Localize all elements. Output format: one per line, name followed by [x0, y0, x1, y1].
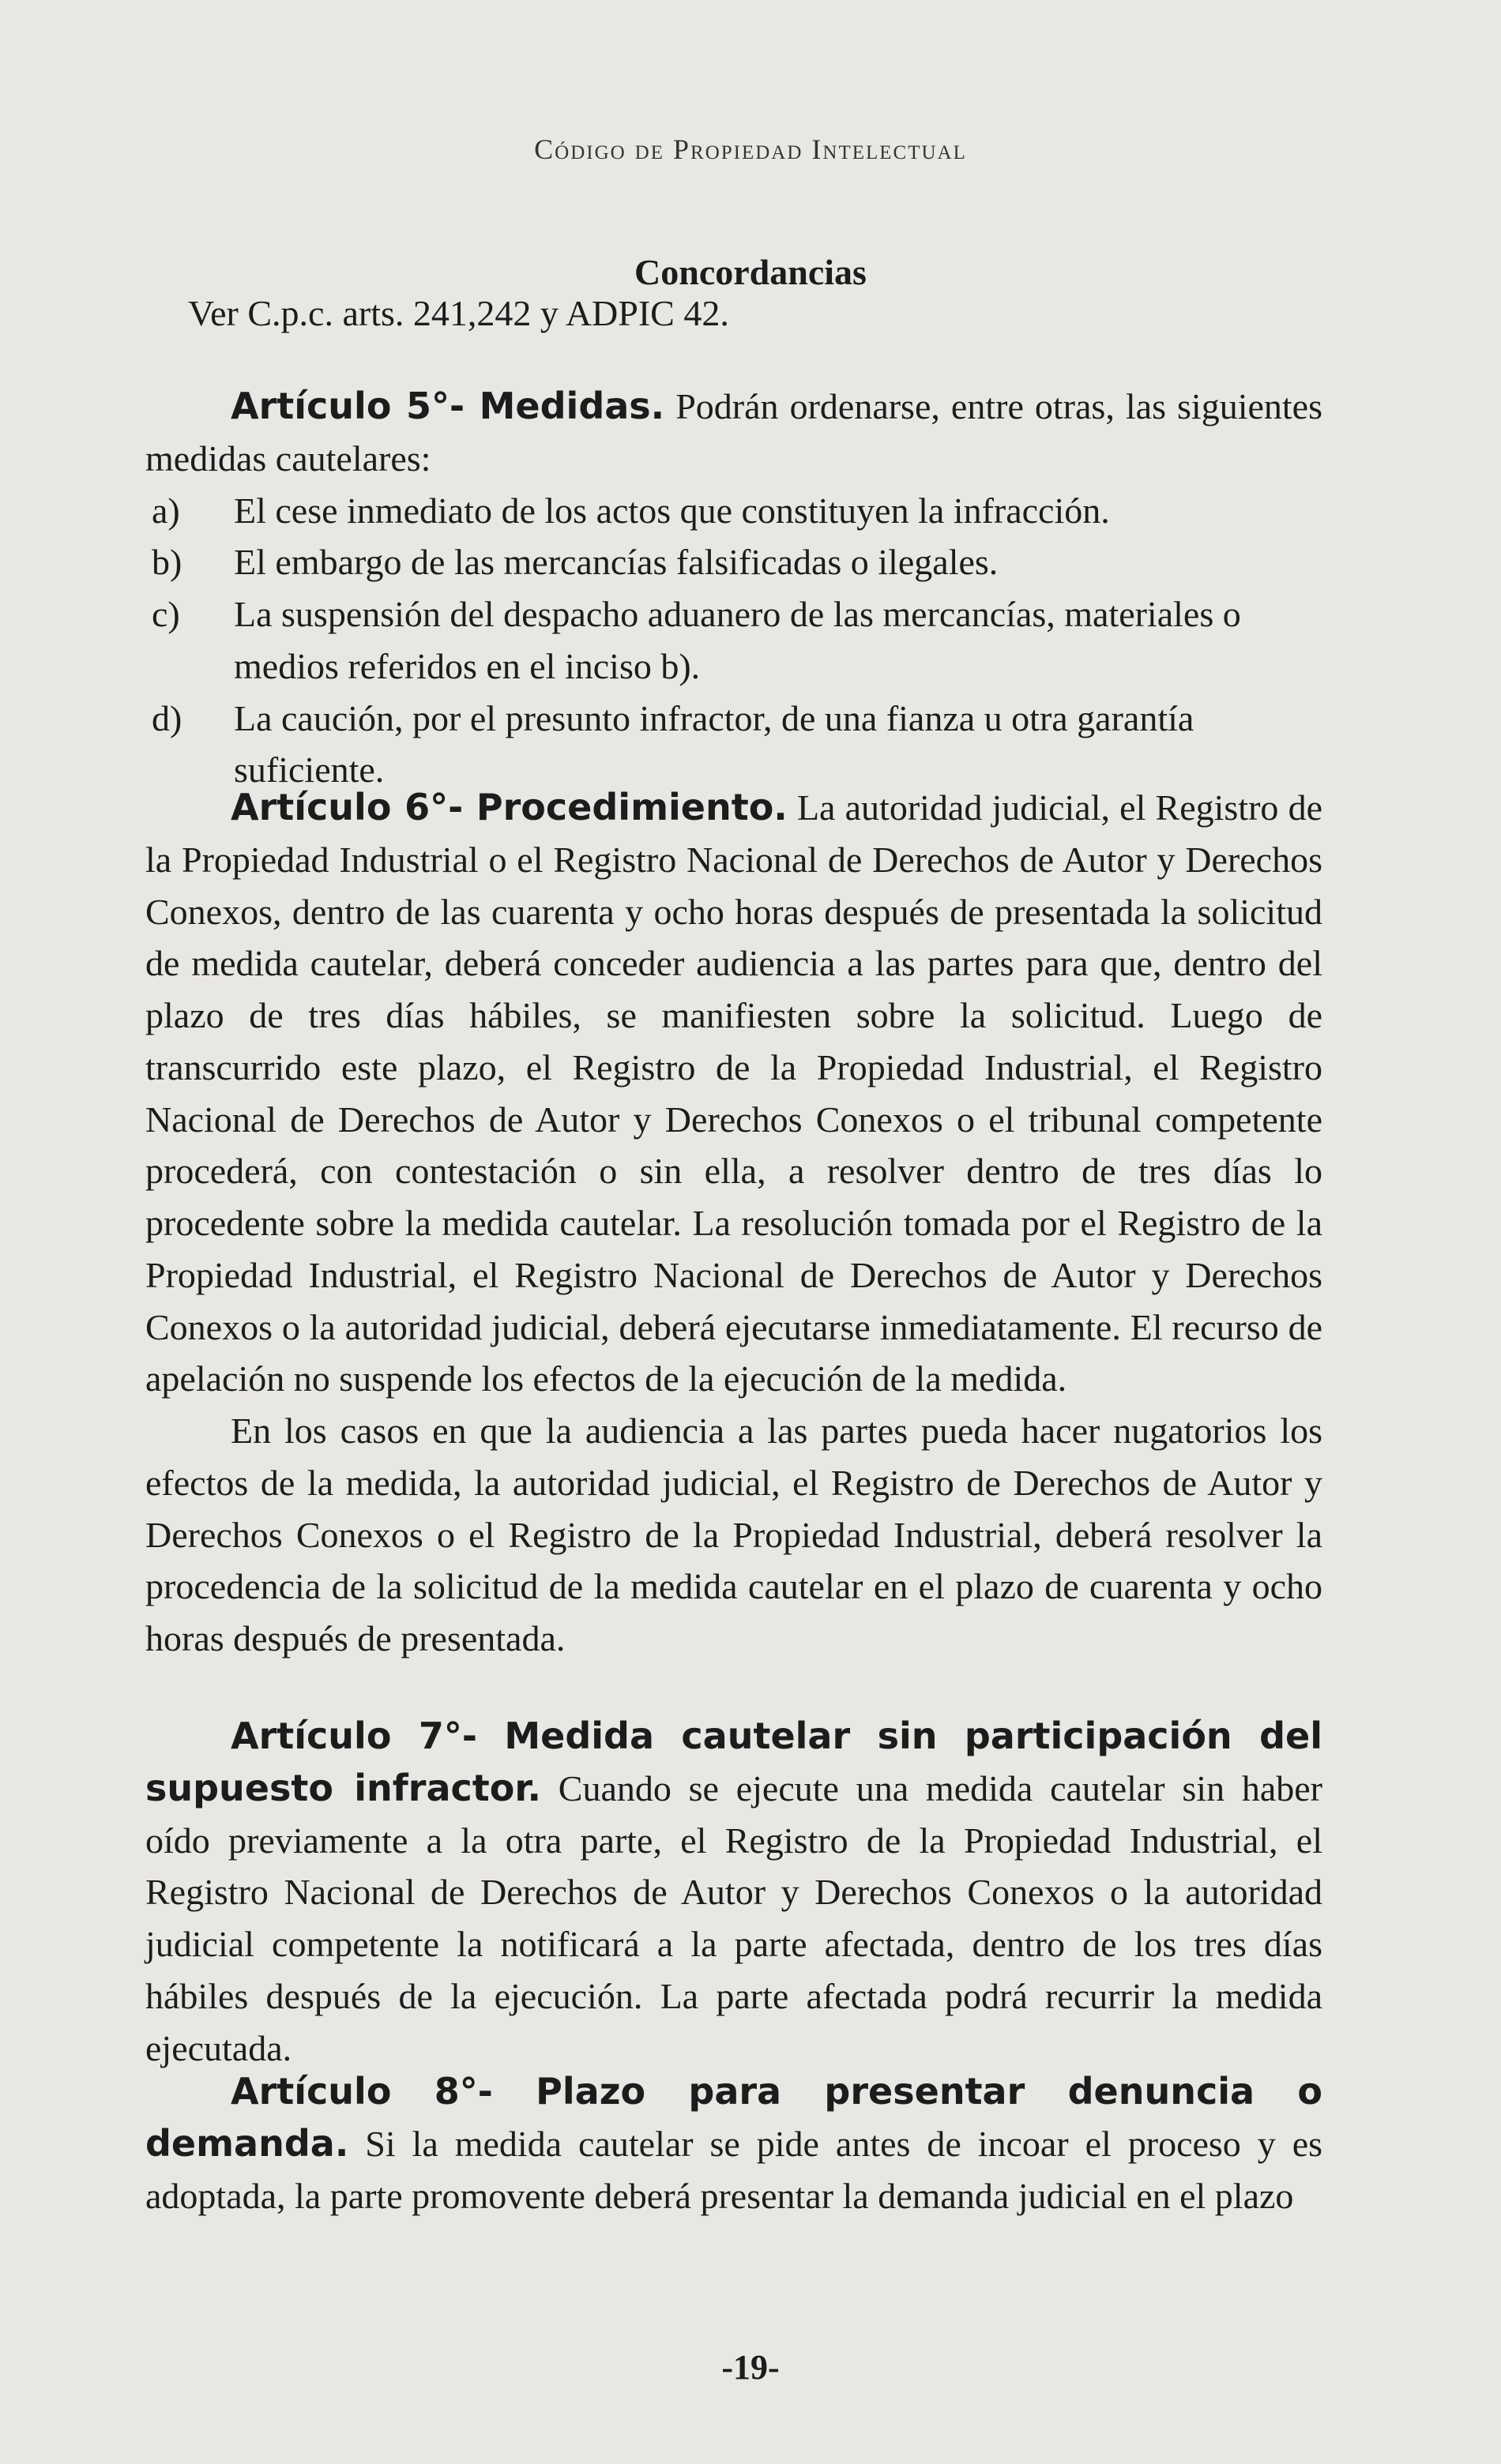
measures-list [145, 485, 1322, 797]
article-6-paragraph-1 [145, 782, 1322, 1405]
concordancias-heading: Concordancias [634, 252, 867, 292]
article-8-heading: Artículo 8°- Plazo para presentar denuncia o demanda. [145, 2070, 1322, 2165]
item-letter: c) [152, 594, 180, 635]
article-7-paragraph [145, 1711, 1322, 2074]
article-6-paragraph-2: En los casos en que la audiencia a las partes pueda hacer nugatorios los efectos de la medida, la autoridad judicial, el Registro de Derechos de Autor y Derechos Conexos o el Registro de la Propiedad Industrial, deberá resolver la procedencia de la solicitud de la medida cautelar en el plazo de cuarenta y ocho horas después de presentada. [145, 1410, 1322, 1659]
article-8 [145, 2066, 1322, 2222]
item-letter: a) [152, 490, 180, 531]
article-5-heading: Artículo 5°- Medidas. [231, 385, 665, 427]
article-5 [145, 381, 1322, 796]
item-text: El embargo de las mercancías falsificadas o ilegales. [234, 542, 999, 583]
article-6-text-1: La autoridad judicial, el Registro de la Propiedad Industrial o el Registro Nacional de Derechos de Autor y Derechos Conexos, dentro de las cuarenta y ocho horas después de presentada la solicitud de medida cautelar, deberá conceder audiencia a las partes para que, dentro del plazo de tres días hábiles, se manifiesten sobre la solicitud. Luego de transcurrido este plazo, el Registro de la Propiedad Industrial, el Registro Nacional de Derechos de Autor y Derechos Conexos o el tribunal competente procederá, con contestación o sin ella, a resolver dentro de tres días lo procedente sobre la medida cautelar. La resolución tomada por el Registro de la Propiedad Industrial, el Registro Nacional de Derechos de Autor y Derechos Conexos o la autoridad judicial, deberá ejecutarse inmediatamente. El recurso de apelación no suspende los efectos de la ejecución de la medida. [145, 787, 1322, 1399]
item-text: La suspensión del despacho aduanero de las mercancías, materiales o medios referidos en el inciso b). [234, 594, 1241, 686]
list-item [145, 536, 1322, 588]
item-letter: d) [152, 697, 182, 738]
page-number: -19- [721, 2348, 780, 2387]
article-7-text: Cuando se ejecute una medida cautelar sin haber oído previamente a la otra parte, el Registro de la Propiedad Industrial, el Registro Nacional de Derechos de Autor y Derechos Conexos o la autoridad judicial competente la notificará a la parte afectada, dentro de los tres días hábiles después de la ejecución. La parte afectada podrá recurrir la medida ejecutada. [145, 1767, 1322, 2068]
list-item [145, 693, 1322, 797]
article-6 [145, 782, 1322, 1665]
concordancias-text: Ver C.p.c. arts. 241,242 y ADPIC 42. [188, 293, 729, 333]
item-text: La caución, por el presunto infractor, de una fianza u otra garantía suficiente. [234, 697, 1194, 791]
item-text: El cese inmediato de los actos que constituyen la infracción. [234, 490, 1110, 531]
article-6-heading: Artículo 6°- Procedimiento. [231, 786, 788, 828]
article-5-intro: Podrán ordenarse, entre otras, las siguientes medidas cautelares: [145, 386, 1322, 479]
article-8-paragraph [145, 2066, 1322, 2222]
item-letter: b) [152, 542, 182, 583]
article-7-heading: Artículo 7°- Medida cautelar sin participación del supuesto infractor. [145, 1715, 1322, 1809]
list-item [145, 588, 1322, 693]
article-7 [145, 1711, 1322, 2074]
article-5-intro-paragraph [145, 381, 1322, 485]
article-8-text: Si la medida cautelar se pide antes de incoar el proceso y es adoptada, la parte promovente deberá presentar la demanda judicial en el plazo [145, 2123, 1323, 2216]
running-header: Código de Propiedad Intelectual [534, 133, 967, 165]
list-item [145, 485, 1322, 537]
